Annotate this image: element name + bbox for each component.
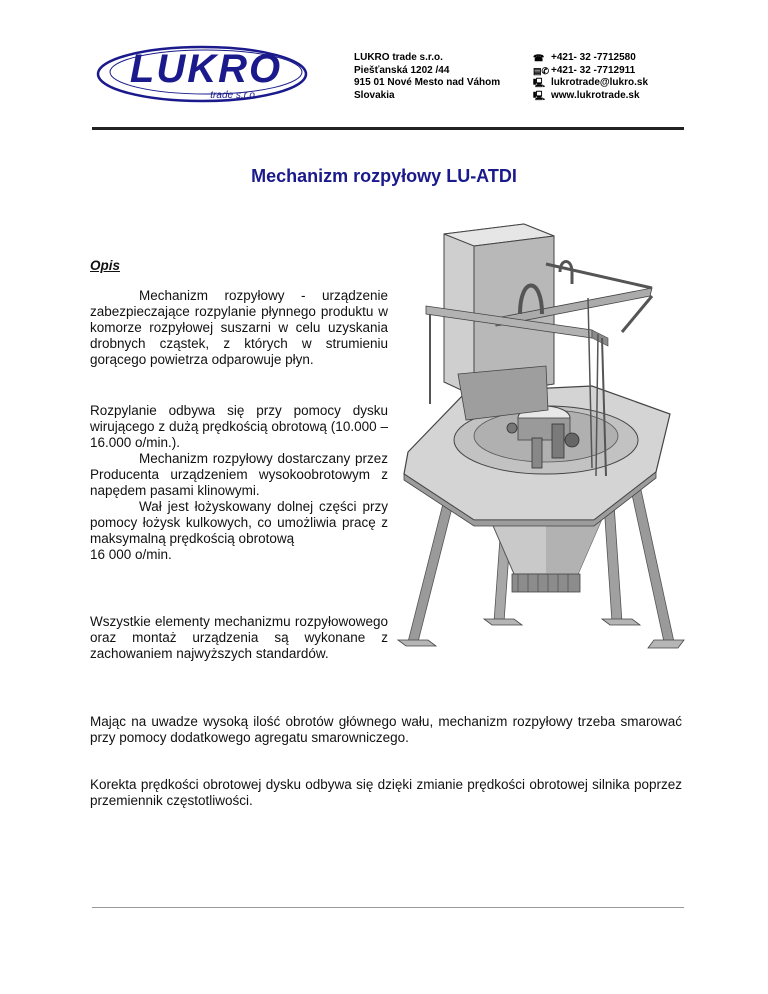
company-street: Piešťanská 1202 /44 bbox=[354, 64, 450, 76]
paragraph-1: Mechanizm rozpyłowy - urządzenie zabezpieczające rozpylanie płynnego produktu w komorze rozpyłowej suszarni w celu uzyskania drobnych cząstek, z których w strumieniu gorącego powietrza odparowuje płyn. bbox=[90, 288, 388, 367]
paragraph-5: Wszystkie elementy mechanizmu rozpyłowowego oraz montaż urządzenia są wykonane z zachowaniem najwyższych standardów. bbox=[90, 614, 388, 661]
paragraph-4-speed: 16 000 o/min. bbox=[90, 547, 172, 562]
company-address bbox=[354, 52, 500, 102]
company-city: 915 01 Nové Mesto nad Váhom bbox=[354, 77, 501, 88]
paragraph-4: Wał jest łożyskowany dolnej części przy pomocy łożysk kulkowych, co umożliwia pracę z maksymalną prędkością obrotową bbox=[90, 499, 388, 546]
paragraph-7: Korekta prędkości obrotowej dysku odbywa się dzięki zmianie prędkości obrotowej silnika poprzez przemiennik częstotliwości. bbox=[90, 777, 682, 808]
contact-list bbox=[533, 52, 648, 102]
svg-text:trade s.r.o.: trade s.r.o. bbox=[210, 90, 258, 101]
computer-icon: 🖳 bbox=[533, 78, 546, 88]
section-title: Opis bbox=[90, 258, 121, 273]
atomizer-figure bbox=[396, 214, 686, 654]
page-title: Mechanizm rozpyłowy LU-ATDI bbox=[251, 166, 517, 186]
paragraph-group-2 bbox=[90, 403, 388, 563]
footer-divider bbox=[92, 907, 684, 908]
contact-fax: ▤✆ +421- 32 -7712911 bbox=[533, 64, 636, 76]
lukro-logo bbox=[94, 38, 314, 108]
paragraph-6: Mając na uwadze wysoką ilość obrotów głównego wału, mechanizm rozpyłowy trzeba smarować przy pomocy dodatkowego agregatu smarowniczego. bbox=[90, 714, 682, 745]
company-name: LUKRO trade s.r.o. bbox=[354, 52, 443, 63]
header-divider bbox=[92, 127, 684, 130]
phone-icon: ☎ bbox=[533, 53, 545, 63]
paragraph-2: Rozpylanie odbywa się przy pomocy dysku wirującego z dużą prędkością obrotową (10.000 – 16.000 o/min.). bbox=[90, 403, 388, 450]
fax-icon: ▤✆ bbox=[533, 65, 550, 76]
computer-icon: 🖳 bbox=[533, 90, 546, 101]
company-country: Slovakia bbox=[354, 89, 395, 101]
contact-website[interactable]: 🖳 www.lukrotrade.sk bbox=[533, 89, 640, 101]
paragraph-3: Mechanizm rozpyłowy dostarczany przez Producenta urządzeniem wysokoobrotowym z napędem pasami klinowymi. bbox=[90, 451, 388, 498]
contact-phone: ☎ +421- 32 -7712580 bbox=[533, 52, 636, 63]
contact-email[interactable]: 🖳 lukrotrade@lukro.sk bbox=[533, 77, 649, 88]
svg-text:LUKRO: LUKRO bbox=[129, 47, 283, 91]
